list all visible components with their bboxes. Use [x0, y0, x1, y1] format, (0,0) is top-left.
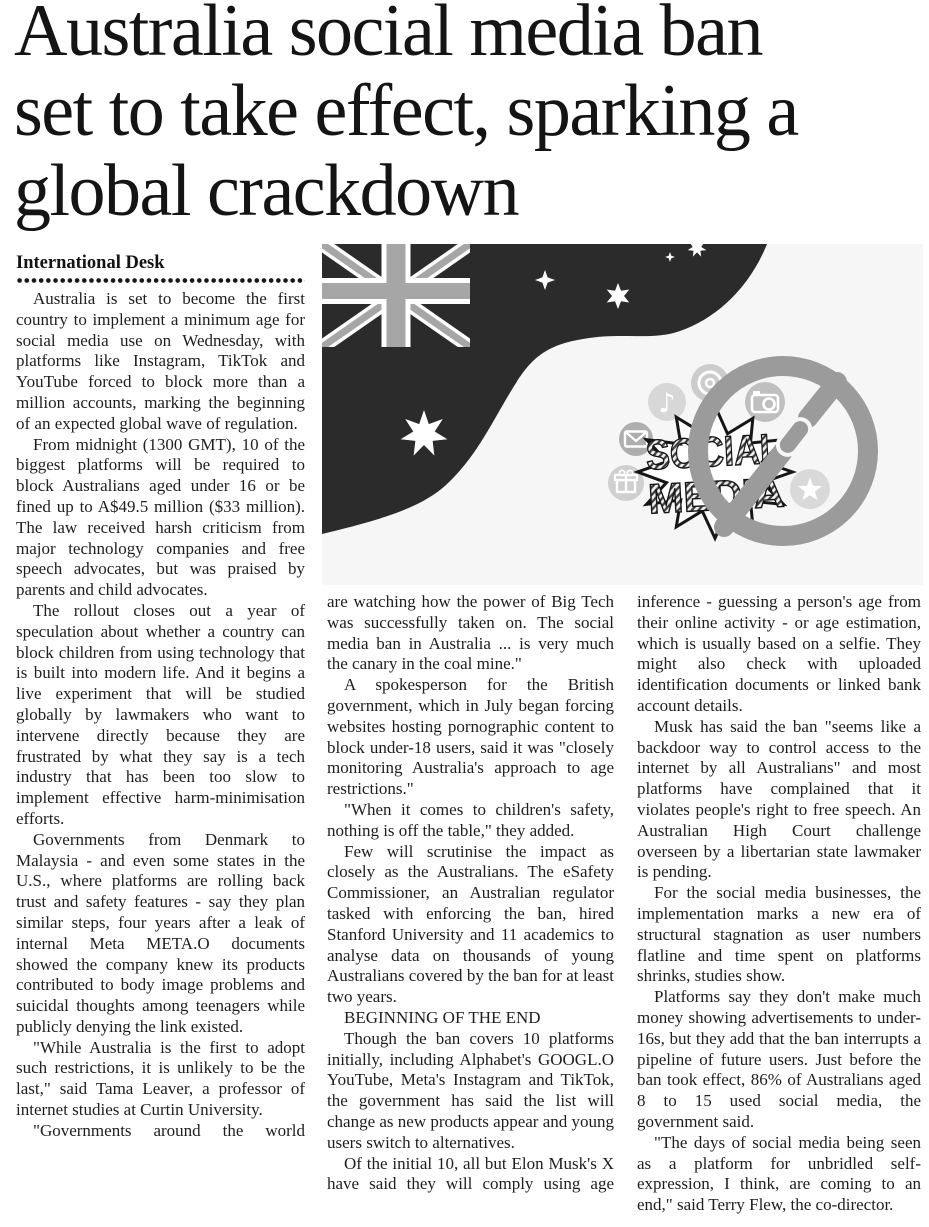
column-2-body [327, 592, 614, 1195]
paragraph: Musk has said the ban "seems like a backdoor way to control access to the internet by all Australians" and most platforms have complained that it violates people's right to free speech. An Australian High Court challenge overseen by a libertarian state lawmaker is pending. [637, 716, 921, 882]
column-2 [327, 592, 614, 1227]
paragraph: The rollout closes out a year of speculation about whether a country can block children from using technology that is built into modern life. And it begins a live experiment that will be studied globally by lawmakers who want to intervene directly because they are frustrated by what they say is a tech industry that has been too slow to implement effective harm-minimisation efforts. [16, 600, 305, 828]
paragraph: For the social media businesses, the implementation marks a new era of structural stagnation as user numbers flatline and time spent on platforms shrinks, studies show. [637, 883, 921, 986]
paragraph: Platforms say they don't make much money showing advertisements to under-16s, but they add that the ban interrupts a pipeline of future users. Just before the ban took effect, 86% of Australians aged 8 to 15 used social media, the government said. [637, 987, 921, 1131]
paragraph: A spokesperson for the British government, which in July began forcing websites hosting pornographic content to block under-18 users, said it was "closely monitoring Australia's approach to age restrictions." [327, 675, 614, 799]
paragraph: From midnight (1300 GMT), 10 of the biggest platforms will be required to block Australians aged under 16 or be fined up to A$49.5 million ($33 million). The law received harsh criticism from major technology companies and free speech advocates, but was praised by parents and child advocates. [16, 434, 305, 600]
flag-ban-illustration [322, 244, 923, 585]
column-1-body [16, 289, 305, 1142]
svg-text:♪: ♪ [658, 388, 676, 419]
union-jack-icon [322, 244, 470, 347]
paragraph: inference - guessing a person's age from their online activity - or age estimation, which is usually based on a selfie. They might also check with uploaded identification documents or linked bank account details. [637, 592, 921, 715]
paragraph: Of the initial 10, all but Elon Musk's X have said they will comply using age [327, 1153, 614, 1194]
paragraph: Australia is set to become the first country to implement a minimum age for social media use on Wednesday, with platforms like Instagram, TikTok and YouTube forced to block more than a million accounts, marking the beginning of an expected global wave of regulation. [16, 289, 305, 433]
social-media-text-line-2: MEDIA [646, 468, 785, 523]
paragraph: "The days of social media being seen as a platform for unbridled self-expression, I think, are coming to an end," said Terry Flew, the co-director. [637, 1132, 921, 1215]
paragraph: "While Australia is the first to adopt such restrictions, it is unlikely to be the last," said Tama Leaver, a professor of internet studies at Curtin University. [16, 1037, 305, 1120]
paragraph: BEGINNING OF THE END [344, 1007, 541, 1027]
paragraph: Governments from Denmark to Malaysia - and even some states in the U.S., where platforms are rolling back trust and safety features - say they plan similar steps, four years after a leak of internal Meta META.O documents showed the company knew its products contributed to body image problems and suicidal thoughts among teenagers while publicly denying the link existed. [16, 829, 305, 1036]
headline-line-2: set to take effect, sparking a [14, 70, 798, 152]
star-badge-icon [790, 469, 830, 509]
byline: International Desk [16, 253, 165, 273]
social-media-text-line-1: SOCIAL [644, 423, 806, 479]
dotted-rule [16, 277, 305, 284]
column-1 [16, 252, 305, 1227]
page-title [14, 0, 926, 231]
music-note-icon [648, 383, 686, 421]
column-3-body [637, 592, 921, 1216]
paragraph: "When it comes to children's safety, nothing is off the table," they added. [327, 799, 614, 840]
paragraph: are watching how the power of Big Tech was successfully taken on. The social media ban in Australia ... is very much the canary in the coal mine." [327, 592, 614, 674]
headline-line-3: global crackdown [14, 150, 519, 232]
column-3 [637, 592, 921, 1227]
headline-line-1: Australia social media ban [14, 0, 763, 72]
hero-image [322, 244, 923, 585]
paragraph: "Governments around the world [33, 1120, 305, 1140]
paragraph: Though the ban covers 10 platforms initially, including Alphabet's GOOGL.O YouTube, Meta's Instagram and TikTok, the government has said the list will change as new products appear and young users switch to alternatives. [327, 1028, 614, 1152]
camera-icon [745, 382, 785, 422]
paragraph: Few will scrutinise the impact as closely as the Australians. The eSafety Commissioner, an Australian regulator tasked with enforcing the ban, hired Stanford University and 11 academics to analyse data on thousands of young Australians covered by the ban for at least two years. [327, 841, 614, 1007]
